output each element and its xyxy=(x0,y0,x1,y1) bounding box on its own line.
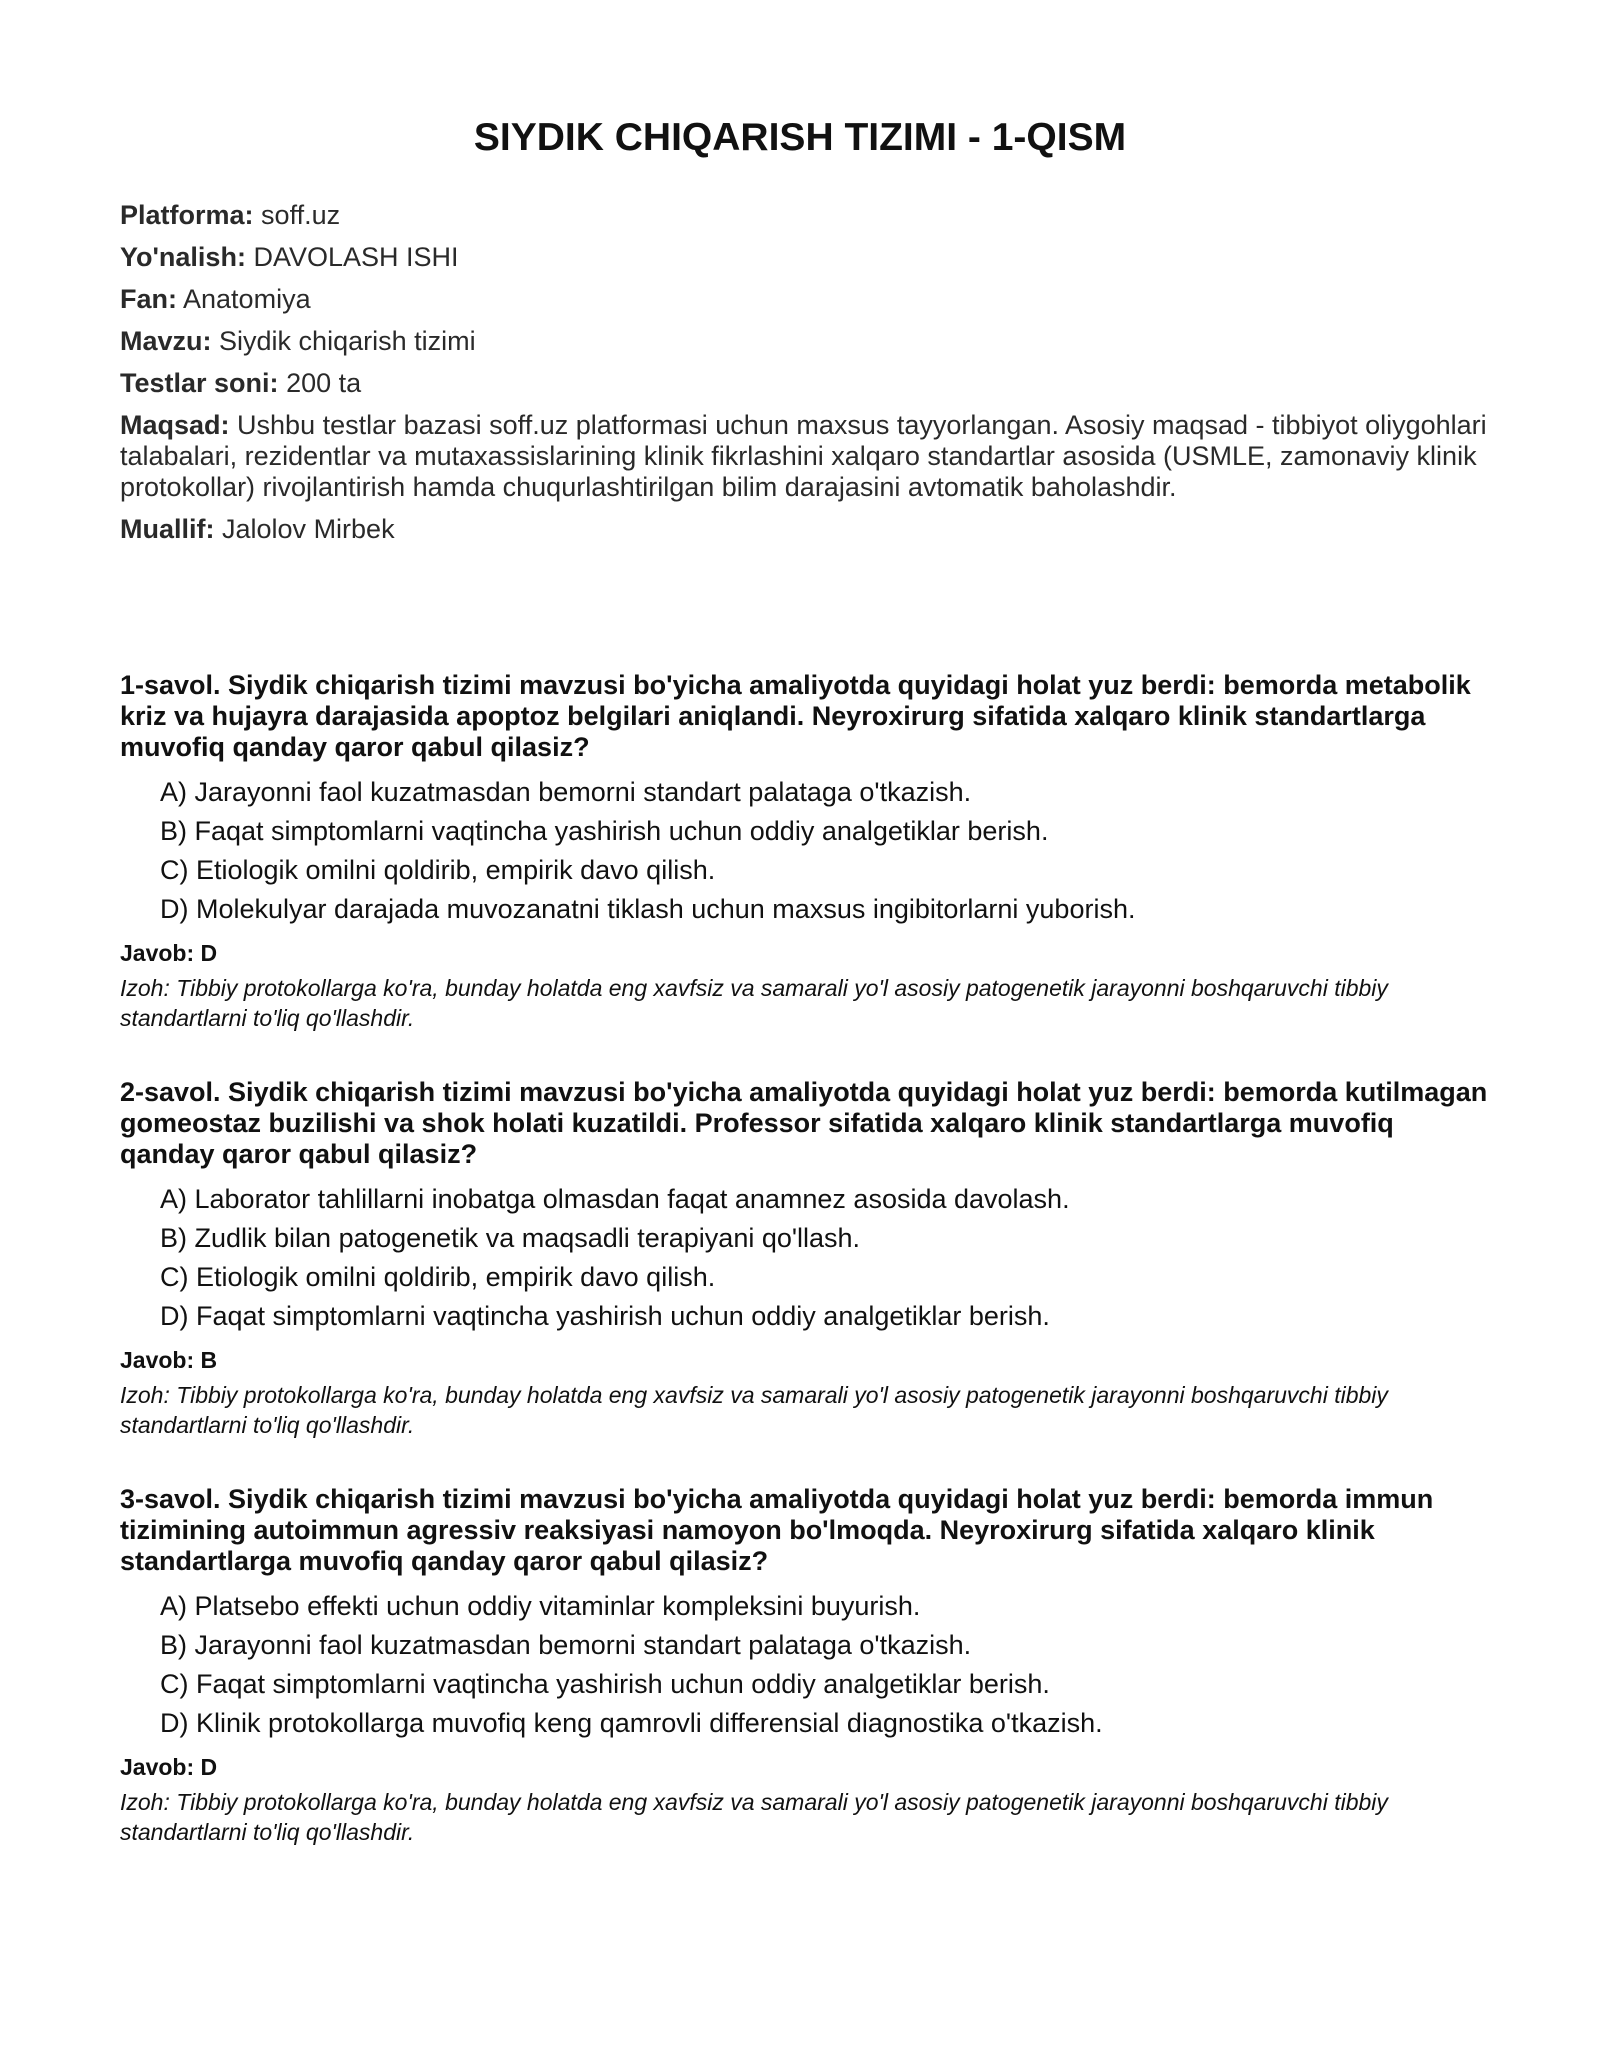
meta-key: Mavzu: xyxy=(120,326,212,356)
meta-value: soff.uz xyxy=(261,200,341,230)
option-b: B) Faqat simptomlarni vaqtincha yashirish uchun oddiy analgetiklar berish. xyxy=(160,816,1049,846)
options-list xyxy=(120,1184,1490,1332)
option-b: B) Zudlik bilan patogenetik va maqsadli terapiyani qo'llash. xyxy=(160,1223,861,1253)
option-d: D) Faqat simptomlarni vaqtincha yashirish uchun oddiy analgetiklar berish. xyxy=(160,1301,1050,1331)
meta-author xyxy=(120,514,1490,545)
meta-value: Ushbu testlar bazasi soff.uz platformasi uchun maxsus tayyorlangan. Asosiy maqsad - tibbiyot oliygohlari talabalari, rezidentlar va mutaxassislarining klinik fikrlashini xalqaro standartlar asosida (USMLE, zamonaviy klinik protokollar) rivojlantirish hamda chuqurlashtirilgan bilim darajasini avtomatik baholashdir. xyxy=(120,410,1487,502)
meta-purpose xyxy=(120,410,1490,503)
meta-key: Fan: xyxy=(120,284,177,314)
option-a: A) Jarayonni faol kuzatmasdan bemorni standart palataga o'tkazish. xyxy=(160,777,972,807)
option-c: C) Faqat simptomlarni vaqtincha yashirish uchun oddiy analgetiklar berish. xyxy=(160,1669,1050,1699)
option-a: A) Laborator tahlillarni inobatga olmasdan faqat anamnez asosida davolash. xyxy=(160,1184,1070,1214)
option-b: B) Jarayonni faol kuzatmasdan bemorni standart palataga o'tkazish. xyxy=(160,1630,972,1660)
question-text: 2-savol. Siydik chiqarish tizimi mavzusi bo'yicha amaliyotda quyidagi holat yuz berdi: bemorda kutilmagan gomeostaz buzilishi va shok holati kuzatildi. Professor sifatida xalqaro klinik standartlarga muvofiq qanday qaror qabul qilasiz? xyxy=(120,1077,1488,1169)
meta-value: Jalolov Mirbek xyxy=(222,514,395,544)
meta-topic xyxy=(120,326,1490,357)
answer: Javob: D xyxy=(120,1754,218,1780)
explanation: Izoh: Tibbiy protokollarga ko'ra, bunday holatda eng xavfsiz va samarali yo'l asosiy patogenetik jarayonni boshqaruvchi tibbiy standartlarni to'liq qo'llashdir. xyxy=(120,1789,1388,1845)
meta-value: Anatomiya xyxy=(183,284,311,314)
document-meta xyxy=(120,200,1490,556)
answer: Javob: B xyxy=(120,1347,218,1373)
question-2 xyxy=(120,1077,1490,1440)
option-c: C) Etiologik omilni qoldirib, empirik davo qilish. xyxy=(160,855,716,885)
question-1 xyxy=(120,670,1490,1033)
meta-platform xyxy=(120,200,1490,231)
meta-value: DAVOLASH ISHI xyxy=(253,242,459,272)
options-list xyxy=(120,1591,1490,1739)
option-c: C) Etiologik omilni qoldirib, empirik davo qilish. xyxy=(160,1262,716,1292)
meta-key: Testlar soni: xyxy=(120,368,279,398)
question-text: 1-savol. Siydik chiqarish tizimi mavzusi bo'yicha amaliyotda quyidagi holat yuz berdi: bemorda metabolik kriz va hujayra darajasida apoptoz belgilari aniqlandi. Neyroxirurg sifatida xalqaro klinik standartlarga muvofiq qanday qaror qabul qilasiz? xyxy=(120,670,1471,762)
document-title: SIYDIK CHIQARISH TIZIMI - 1-QISM xyxy=(473,116,1127,159)
meta-test-count xyxy=(120,368,1490,399)
options-list xyxy=(120,777,1490,925)
meta-key: Yo'nalish: xyxy=(120,242,246,272)
explanation: Izoh: Tibbiy protokollarga ko'ra, bunday holatda eng xavfsiz va samarali yo'l asosiy patogenetik jarayonni boshqaruvchi tibbiy standartlarni to'liq qo'llashdir. xyxy=(120,975,1388,1031)
meta-direction xyxy=(120,242,1490,273)
explanation: Izoh: Tibbiy protokollarga ko'ra, bunday holatda eng xavfsiz va samarali yo'l asosiy patogenetik jarayonni boshqaruvchi tibbiy standartlarni to'liq qo'llashdir. xyxy=(120,1382,1388,1438)
meta-value: 200 ta xyxy=(286,368,362,398)
meta-key: Maqsad: xyxy=(120,410,230,440)
meta-key: Platforma: xyxy=(120,200,254,230)
option-d: D) Klinik protokollarga muvofiq keng qamrovli differensial diagnostika o'tkazish. xyxy=(160,1708,1103,1738)
option-a: A) Platsebo effekti uchun oddiy vitaminlar kompleksini buyurish. xyxy=(160,1591,921,1621)
meta-value: Siydik chiqarish tizimi xyxy=(219,326,476,356)
meta-key: Muallif: xyxy=(120,514,215,544)
answer: Javob: D xyxy=(120,940,218,966)
option-d: D) Molekulyar darajada muvozanatni tiklash uchun maxsus ingibitorlarni yuborish. xyxy=(160,894,1136,924)
question-text: 3-savol. Siydik chiqarish tizimi mavzusi bo'yicha amaliyotda quyidagi holat yuz berdi: bemorda immun tizimining autoimmun agressiv reaksiyasi namoyon bo'lmoqda. Neyroxirurg sifatida xalqaro klinik standartlarga muvofiq qanday qaror qabul qilasiz? xyxy=(120,1484,1434,1576)
meta-subject xyxy=(120,284,1490,315)
question-3 xyxy=(120,1484,1490,1847)
